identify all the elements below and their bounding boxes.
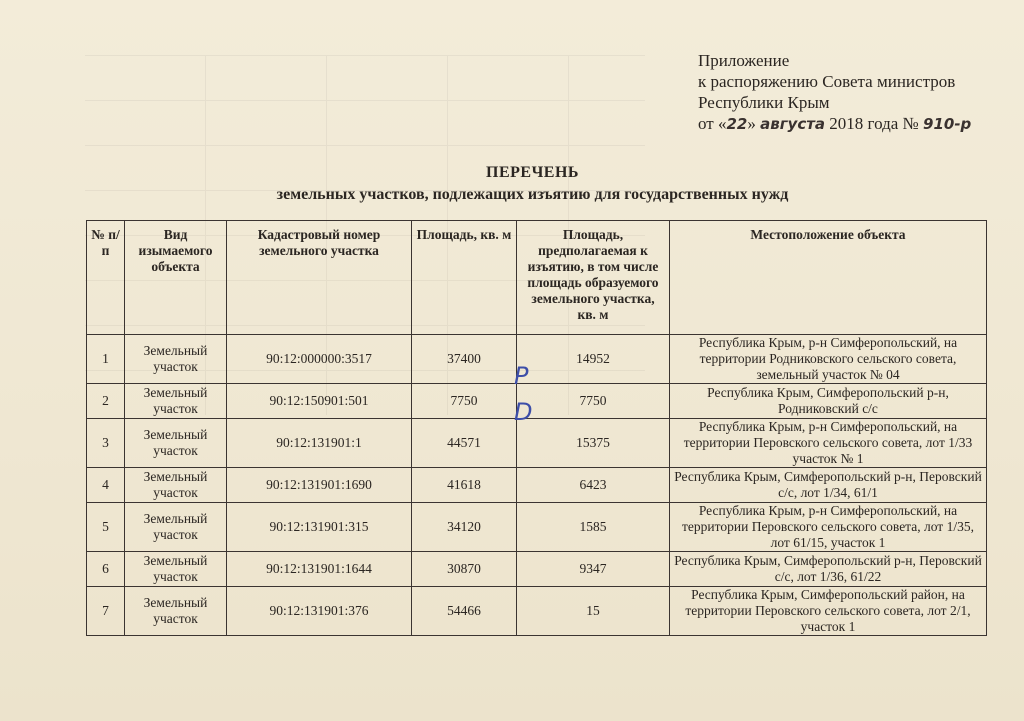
- cell-area-seized: 15375: [517, 419, 670, 468]
- col-area-header: Площадь, кв. м: [412, 221, 517, 335]
- cell-number: 4: [87, 468, 125, 503]
- cell-cadastral: 90:12:131901:1690: [227, 468, 412, 503]
- col-cadastral-header: Кадастровый номер земельного участка: [227, 221, 412, 335]
- cell-area-seized: 1585: [517, 503, 670, 552]
- cell-area-seized: 15: [517, 587, 670, 636]
- document-subtitle: земельных участков, подлежащих изъятию для государственных нужд: [276, 186, 789, 203]
- cell-type: Земельный участок: [125, 384, 227, 419]
- cell-area-seized: 7750: [517, 384, 670, 419]
- cell-type: Земельный участок: [125, 503, 227, 552]
- table-row: [87, 419, 987, 468]
- date-month-handwritten: августа: [760, 115, 826, 133]
- document-title: ПЕРЕЧЕНЬ: [486, 164, 579, 181]
- table-row: [87, 552, 987, 587]
- cell-location: Республика Крым, р-н Симферопольский, на территории Перовского сельского совета, лот 1/35, лот 61/15, участок 1: [670, 503, 987, 552]
- cell-area: 41618: [412, 468, 517, 503]
- date-year: 2018 года №: [825, 114, 924, 133]
- date-prefix: от «: [698, 114, 727, 133]
- cell-cadastral: 90:12:131901:1644: [227, 552, 412, 587]
- cell-location: Республика Крым, Симферопольский р-н, Родниковский с/с: [670, 384, 987, 419]
- date-day-handwritten: 22: [726, 115, 748, 133]
- cell-cadastral: 90:12:131901:315: [227, 503, 412, 552]
- appendix-line-1: Приложение: [698, 51, 790, 70]
- cell-type: Земельный участок: [125, 335, 227, 384]
- order-number-handwritten: 910-р: [923, 115, 972, 133]
- cell-area: 44571: [412, 419, 517, 468]
- cell-number: 7: [87, 587, 125, 636]
- cell-number: 3: [87, 419, 125, 468]
- date-sep: »: [747, 114, 761, 133]
- cell-type: Земельный участок: [125, 468, 227, 503]
- cell-location: Республика Крым, р-н Симферопольский, на территории Перовского сельского совета, лот 1/33 участок № 1: [670, 419, 987, 468]
- cell-area-seized: 6423: [517, 468, 670, 503]
- cell-area-seized: 9347: [517, 552, 670, 587]
- cell-location: Республика Крым, Симферопольский р-н, Перовский с/с, лот 1/34, 61/1: [670, 468, 987, 503]
- cell-cadastral: 90:12:000000:3517: [227, 335, 412, 384]
- cell-location: Республика Крым, Симферопольский район, на территории Перовского сельского совета, лот 2/1, участок 1: [670, 587, 987, 636]
- land-plots-table: [86, 220, 987, 636]
- cell-cadastral: 90:12:131901:1: [227, 419, 412, 468]
- cell-type: Земельный участок: [125, 587, 227, 636]
- cell-area: 37400: [412, 335, 517, 384]
- cell-area: 7750: [412, 384, 517, 419]
- cell-type: Земельный участок: [125, 419, 227, 468]
- appendix-line-2: к распоряжению Совета министров: [698, 72, 956, 91]
- table-row: [87, 468, 987, 503]
- col-type-header: Вид изымаемого объекта: [125, 221, 227, 335]
- cell-cadastral: 90:12:131901:376: [227, 587, 412, 636]
- appendix-line-3: Республики Крым: [698, 93, 830, 112]
- cell-area-seized: 14952: [517, 335, 670, 384]
- table-header-row: [87, 221, 987, 335]
- cell-number: 6: [87, 552, 125, 587]
- cell-number: 2: [87, 384, 125, 419]
- cell-number: 5: [87, 503, 125, 552]
- handwritten-mark-row2: D: [514, 398, 533, 426]
- cell-location: Республика Крым, Симферопольский р-н, Перовский с/с, лот 1/36, 61/22: [670, 552, 987, 587]
- col-location-header: Местоположение объекта: [670, 221, 987, 335]
- cell-area: 30870: [412, 552, 517, 587]
- table-row: [87, 587, 987, 636]
- cell-location: Республика Крым, р-н Симферопольский, на территории Родниковского сельского совета, земельный участок № 04: [670, 335, 987, 384]
- appendix-date-line: [698, 113, 998, 135]
- cell-cadastral: 90:12:150901:501: [227, 384, 412, 419]
- cell-area: 54466: [412, 587, 517, 636]
- cell-type: Земельный участок: [125, 552, 227, 587]
- table-row: [87, 335, 987, 384]
- cell-area: 34120: [412, 503, 517, 552]
- table-row: [87, 503, 987, 552]
- handwritten-mark-row1: Р: [514, 362, 529, 390]
- table-row: [87, 384, 987, 419]
- appendix-block: [698, 50, 998, 135]
- col-number-header: № п/п: [87, 221, 125, 335]
- cell-number: 1: [87, 335, 125, 384]
- col-area-seized-header: Площадь, предполагаемая к изъятию, в том числе площадь образуемого земельного участка, кв. м: [517, 221, 670, 335]
